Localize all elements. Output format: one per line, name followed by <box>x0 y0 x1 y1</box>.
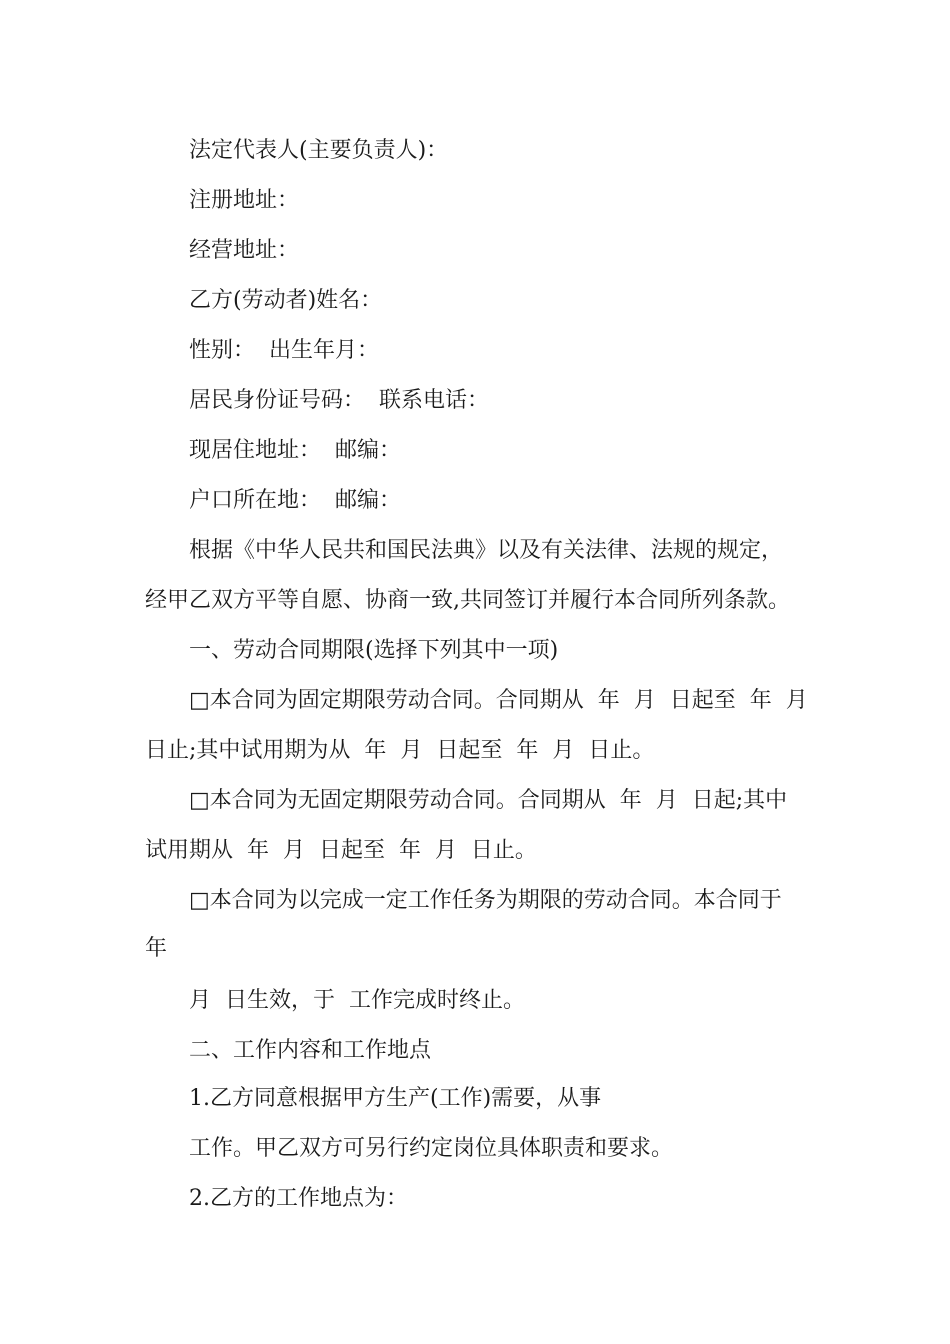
current-address-line: 现居住地址： 邮编： <box>189 438 401 463</box>
preamble-line-2: 经甲乙双方平等自愿、协商一致,共同签订并履行本合同所列条款。 <box>145 588 790 613</box>
task-term-option-line-2: 年 <box>145 936 168 961</box>
work-location-line: 2.乙方的工作地点为： <box>189 1186 408 1211</box>
party-b-name-line: 乙方(劳动者)姓名： <box>189 288 383 313</box>
section-two-heading: 二、工作内容和工作地点 <box>189 1038 432 1063</box>
fixed-term-option-line-2: 日止;其中试用期为从 年 月 日起至 年 月 日止。 <box>145 738 655 763</box>
open-term-option-line-2: 试用期从 年 月 日起至 年 月 日止。 <box>145 838 537 863</box>
household-registration-line: 户口所在地： 邮编： <box>189 488 401 513</box>
task-term-option-line-3: 月 日生效，于 工作完成时终止。 <box>189 988 525 1013</box>
task-term-option-line-1: □本合同为以完成一定工作任务为期限的劳动合同。本合同于 <box>189 888 782 913</box>
id-phone-line: 居民身份证号码： 联系电话： <box>189 388 489 413</box>
legal-representative-line: 法定代表人(主要负责人)： <box>189 138 449 163</box>
section-one-heading: 一、劳动合同期限(选择下列其中一项) <box>189 638 559 663</box>
fixed-term-option-line-1: □本合同为固定期限劳动合同。合同期从 年 月 日起至 年 月 <box>189 688 808 713</box>
registered-address-line: 注册地址： <box>189 188 300 213</box>
work-content-line-2: 工作。甲乙双方可另行约定岗位具体职责和要求。 <box>189 1136 674 1161</box>
business-address-line: 经营地址： <box>189 238 300 263</box>
open-term-option-line-1: □本合同为无固定期限劳动合同。合同期从 年 月 日起;其中 <box>189 788 788 813</box>
preamble-line-1: 根据《中华人民共和国民法典》以及有关法律、法规的规定， <box>189 538 784 563</box>
work-content-line-1: 1.乙方同意根据甲方生产(工作)需要，从事 <box>189 1086 602 1111</box>
gender-birth-line: 性别： 出生年月： <box>189 338 379 363</box>
